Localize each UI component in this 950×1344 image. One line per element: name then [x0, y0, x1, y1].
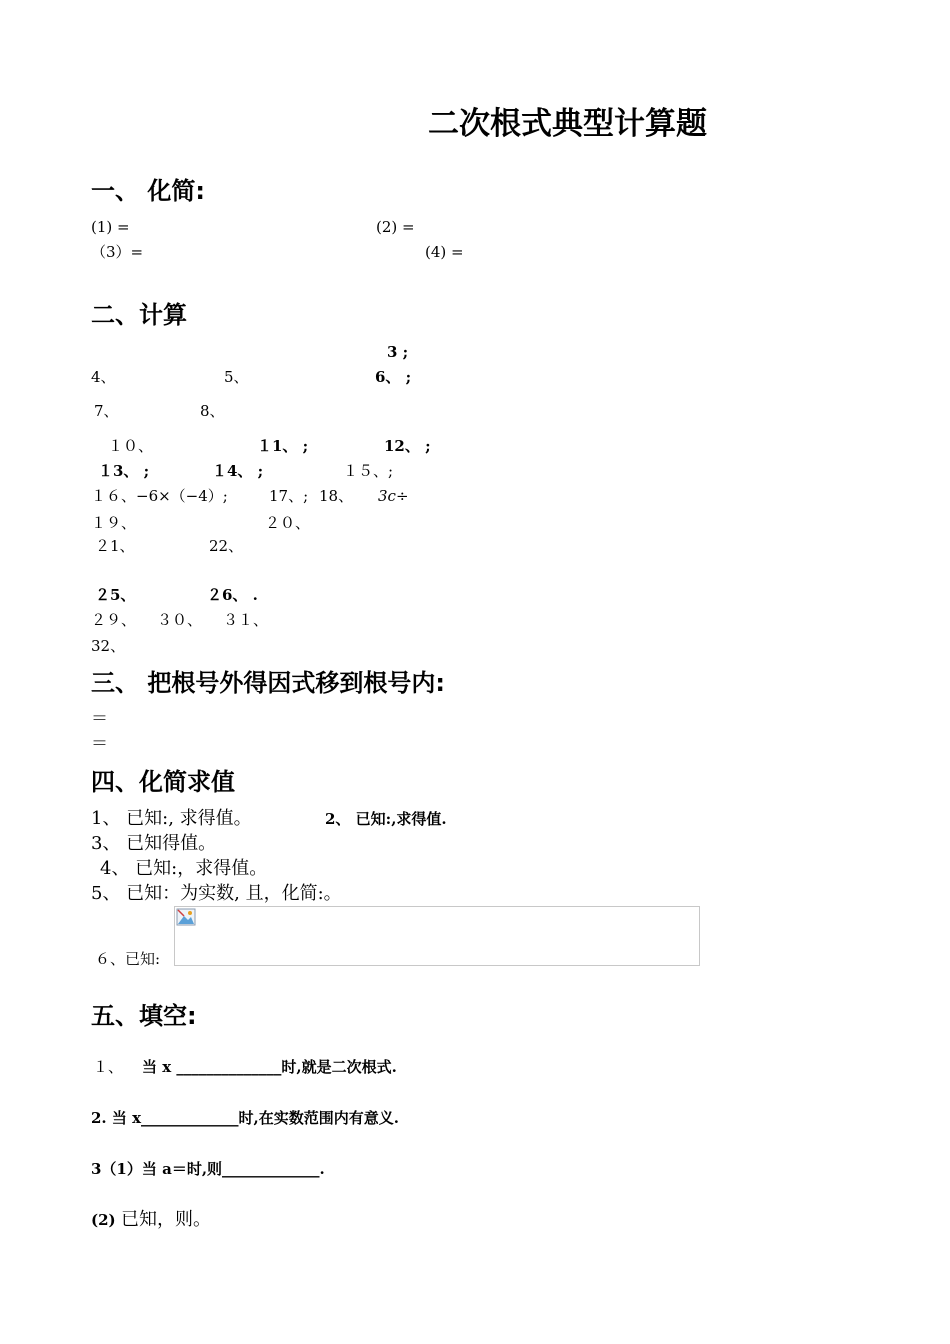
fill-q2: 2. 当 x_____________时,在实数范围内有意义.	[91, 1109, 399, 1127]
calc-q30: ３０、	[157, 611, 203, 629]
simplify-q3: （3）=	[91, 243, 144, 261]
calc-q16: １６、−6×（−4）;	[91, 487, 228, 505]
calc-q29: ２９、	[91, 611, 137, 629]
evaluate-q4: 4、 已知:，求得值。	[100, 858, 268, 879]
calc-q25: ２5、	[95, 586, 136, 604]
move-in-line-1: ＝	[91, 709, 108, 729]
calc-q15: １５、;	[343, 462, 394, 480]
calc-q8: 8、	[200, 402, 225, 420]
fill-q4: 已知，则。	[121, 1209, 211, 1230]
evaluate-q2: 2、 已知:,求得值.	[325, 810, 447, 828]
calc-q22: 22、	[209, 537, 244, 555]
broken-image-placeholder	[174, 906, 700, 966]
calc-q6: 6、 ;	[375, 368, 412, 386]
calc-q5: 5、	[224, 368, 249, 386]
section-heading-fill-in: 五、填空:	[91, 1002, 197, 1030]
calc-q3: 3 ;	[387, 343, 409, 361]
broken-image-icon	[176, 908, 196, 926]
section-heading-calculate: 二、计算	[91, 301, 187, 329]
calc-q7: 7、	[94, 402, 119, 420]
simplify-q1: (1) =	[91, 218, 130, 236]
page-title: 二次根式典型计算题	[428, 106, 707, 142]
calc-q20: ２０、	[265, 514, 311, 532]
simplify-q4: (4) =	[425, 243, 464, 261]
calc-q12: 12、 ;	[384, 437, 431, 455]
calc-q13: １3、 ;	[98, 462, 150, 480]
calc-q17: 17、;	[269, 487, 309, 505]
fill-q1-number: １、	[93, 1058, 124, 1076]
calc-q31: ３１、	[223, 611, 269, 629]
evaluate-q3: 3、 已知得值。	[91, 833, 217, 854]
evaluate-q6: ６、已知:	[95, 950, 161, 968]
calc-q11: １1、 ;	[257, 437, 309, 455]
calc-q10: １０、	[108, 437, 154, 455]
move-in-line-2: ＝	[91, 734, 108, 754]
calc-q26: ２6、 .	[207, 586, 258, 604]
calc-q32: 32、	[91, 637, 126, 655]
evaluate-q1: 1、 已知:, 求得值。	[91, 808, 252, 829]
section-heading-move-into-radical: 三、 把根号外得因式移到根号内:	[91, 669, 445, 697]
fill-q3: 3（1）当 a＝时,则_____________.	[91, 1160, 325, 1178]
section-heading-evaluate: 四、化简求值	[91, 768, 235, 796]
fill-q1: 当 x ______________时,就是二次根式.	[142, 1058, 397, 1076]
fill-q4-number: (2)	[91, 1211, 116, 1229]
evaluate-q5: 5、 已知：为实数, 且，化简:。	[91, 883, 342, 904]
calc-q18: 18、	[319, 487, 354, 505]
calc-q19: １９、	[91, 514, 137, 532]
simplify-q2: (2) =	[376, 218, 415, 236]
section-heading-simplify: 一、 化简:	[91, 177, 205, 205]
calc-q21: ２1、	[95, 537, 135, 555]
calc-q18-expr: 3c÷	[378, 487, 409, 505]
calc-q4: 4、	[91, 368, 116, 386]
calc-q14: １4、 ;	[212, 462, 264, 480]
